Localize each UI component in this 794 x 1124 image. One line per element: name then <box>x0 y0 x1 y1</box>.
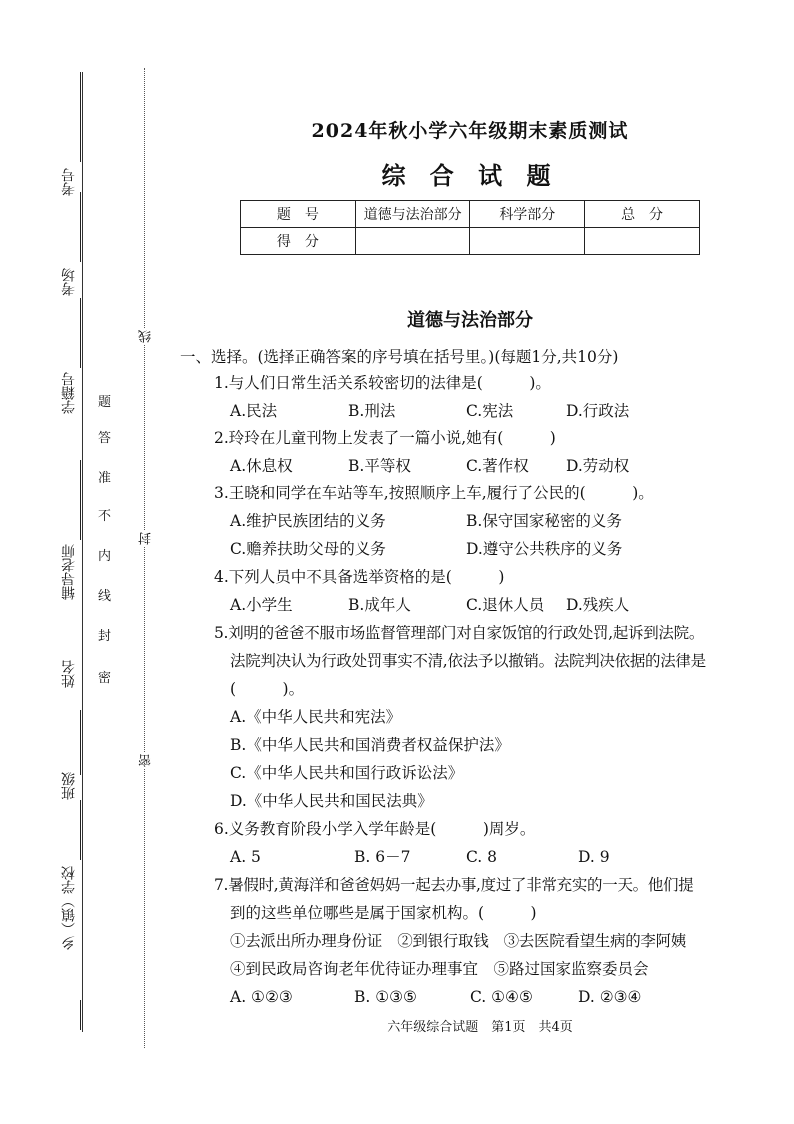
question-4-option-d[interactable]: D.残疾人 <box>566 596 630 614</box>
score-table-score-row <box>241 228 700 255</box>
notice-char-da: 答 <box>98 431 112 446</box>
field-kaohao: 考号 <box>61 168 77 196</box>
seal-mark-xian: 线 <box>139 330 154 343</box>
question-5-stem-line-2: 法院判决认为行政处罚事实不清,依法予以撤销。法院判决依据的法律是 <box>230 652 706 670</box>
notice-char-ti: 题 <box>98 395 112 410</box>
score-cell: 得 分 <box>241 228 356 255</box>
exam-subtitle: 综 合 试 题 <box>381 161 559 190</box>
notice-char-nei: 内 <box>98 549 112 564</box>
question-3-option-d[interactable]: D.遵守公共秩序的义务 <box>466 540 623 558</box>
exam-title: 2024年秋小学六年级期末素质测试 <box>311 120 629 142</box>
question-1-option-b[interactable]: B.刑法 <box>348 402 396 420</box>
question-1-option-a[interactable]: A.民法 <box>230 402 278 420</box>
xuejihao-blank[interactable] <box>80 298 81 368</box>
question-3-option-b[interactable]: B.保守国家秘密的义务 <box>466 512 622 530</box>
notice-char-xian: 线 <box>98 589 112 604</box>
field-kaochang: 考场 <box>61 268 77 296</box>
question-2-option-d[interactable]: D.劳动权 <box>566 457 630 475</box>
question-7-item-line-1: ①去派出所办理身份证 ②到银行取钱 ③去医院看望生病的李阿姨 <box>230 932 687 950</box>
question-1-stem: 1.与人们日常生活关系较密切的法律是( )。 <box>214 374 551 392</box>
question-7-item-line-2: ④到民政局咨询老年优待证办理事宜 ⑤路过国家监察委员会 <box>230 960 649 978</box>
page-footer: 六年级综合试题 第1页 共4页 <box>387 1020 573 1035</box>
notice-char-feng: 封 <box>98 629 112 644</box>
notice-char-zhun: 准 <box>98 471 112 486</box>
field-xuejihao: 学籍号 <box>61 372 77 414</box>
question-6-option-c[interactable]: C. 8 <box>466 848 498 866</box>
field-xiangzhen-xuexiao: 乡（镇）学校 <box>61 866 77 950</box>
question-6-stem: 6.义务教育阶段小学入学年龄是( )周岁。 <box>214 820 536 838</box>
question-2-option-a[interactable]: A.休息权 <box>230 457 293 475</box>
banji-blank[interactable] <box>80 800 81 860</box>
question-2-stem: 2.玲玲在儿童刊物上发表了一篇小说,她有( ) <box>214 429 556 447</box>
score-cell: 道德与法治部分 <box>355 201 470 228</box>
question-7-option-c[interactable]: C. ①④⑤ <box>470 988 533 1006</box>
question-4-stem: 4.下列人员中不具备选举资格的是( ) <box>214 568 505 586</box>
question-3-option-c[interactable]: C.赡养扶助父母的义务 <box>230 540 386 558</box>
field-fudaolaoshi: 辅导老师 <box>61 544 77 600</box>
question-6-option-d[interactable]: D. 9 <box>578 848 610 866</box>
score-table-header-row <box>241 201 700 228</box>
notice-char-bu: 不 <box>98 509 112 524</box>
fudaolaoshi-blank[interactable] <box>80 460 81 540</box>
question-7-stem-line-1: 7.暑假时,黄海洋和爸爸妈妈一起去办事,度过了非常充实的一天。他们提 <box>214 876 694 894</box>
kaochang-blank[interactable] <box>80 192 81 262</box>
notice-char-mi: 密 <box>98 671 112 686</box>
seal-mark-feng: 封 <box>139 532 154 545</box>
question-5-option-c[interactable]: C.《中华人民共和国行政诉讼法》 <box>230 764 464 782</box>
seal-dotted-line <box>144 68 145 1048</box>
section-instruction: 一、选择。(选择正确答案的序号填在括号里。)(每题1分,共10分) <box>180 348 619 366</box>
seal-mark-mi: 密 <box>139 754 154 767</box>
xiangzhen-blank[interactable] <box>80 1000 81 1030</box>
score-cell: 题 号 <box>241 201 356 228</box>
field-banji: 班级 <box>61 772 77 800</box>
question-7-option-a[interactable]: A. ①②③ <box>230 988 293 1006</box>
score-input-total[interactable] <box>585 228 700 255</box>
kaohao-blank[interactable] <box>80 72 81 162</box>
question-6-option-b[interactable]: B. 6－7 <box>354 848 411 866</box>
score-input-moral[interactable] <box>355 228 470 255</box>
question-4-option-c[interactable]: C.退休人员 <box>466 596 545 614</box>
score-input-science[interactable] <box>470 228 585 255</box>
question-4-option-a[interactable]: A.小学生 <box>230 596 293 614</box>
question-5-option-b[interactable]: B.《中华人民共和国消费者权益保护法》 <box>230 736 510 754</box>
score-table <box>240 200 700 255</box>
question-1-option-d[interactable]: D.行政法 <box>566 402 630 420</box>
margin-solid-line <box>82 72 83 1032</box>
question-7-option-d[interactable]: D. ②③④ <box>578 988 642 1006</box>
question-3-stem: 3.王晓和同学在车站等车,按照顺序上车,履行了公民的( )。 <box>214 484 654 502</box>
field-xingming: 姓名 <box>61 660 77 688</box>
question-5-stem-line-3: ( )。 <box>230 680 305 698</box>
question-7-option-b[interactable]: B. ①③⑤ <box>354 988 417 1006</box>
question-7-stem-line-2: 到的这些单位哪些是属于国家机构。( ) <box>230 904 537 922</box>
question-5-option-d[interactable]: D.《中华人民共和国民法典》 <box>230 792 433 810</box>
question-1-option-c[interactable]: C.宪法 <box>466 402 514 420</box>
xingming-blank[interactable] <box>80 710 81 775</box>
question-4-option-b[interactable]: B.成年人 <box>348 596 411 614</box>
question-2-option-c[interactable]: C.著作权 <box>466 457 529 475</box>
question-2-option-b[interactable]: B.平等权 <box>348 457 411 475</box>
section-title: 道德与法治部分 <box>407 310 533 331</box>
question-6-option-a[interactable]: A. 5 <box>230 848 261 866</box>
score-cell: 科学部分 <box>470 201 585 228</box>
score-cell: 总 分 <box>585 201 700 228</box>
question-5-option-a[interactable]: A.《中华人民共和宪法》 <box>230 708 402 726</box>
question-5-stem-line-1: 5.刘明的爸爸不服市场监督管理部门对自家饭馆的行政处罚,起诉到法院。 <box>214 624 705 642</box>
question-3-option-a[interactable]: A.维护民族团结的义务 <box>230 512 386 530</box>
